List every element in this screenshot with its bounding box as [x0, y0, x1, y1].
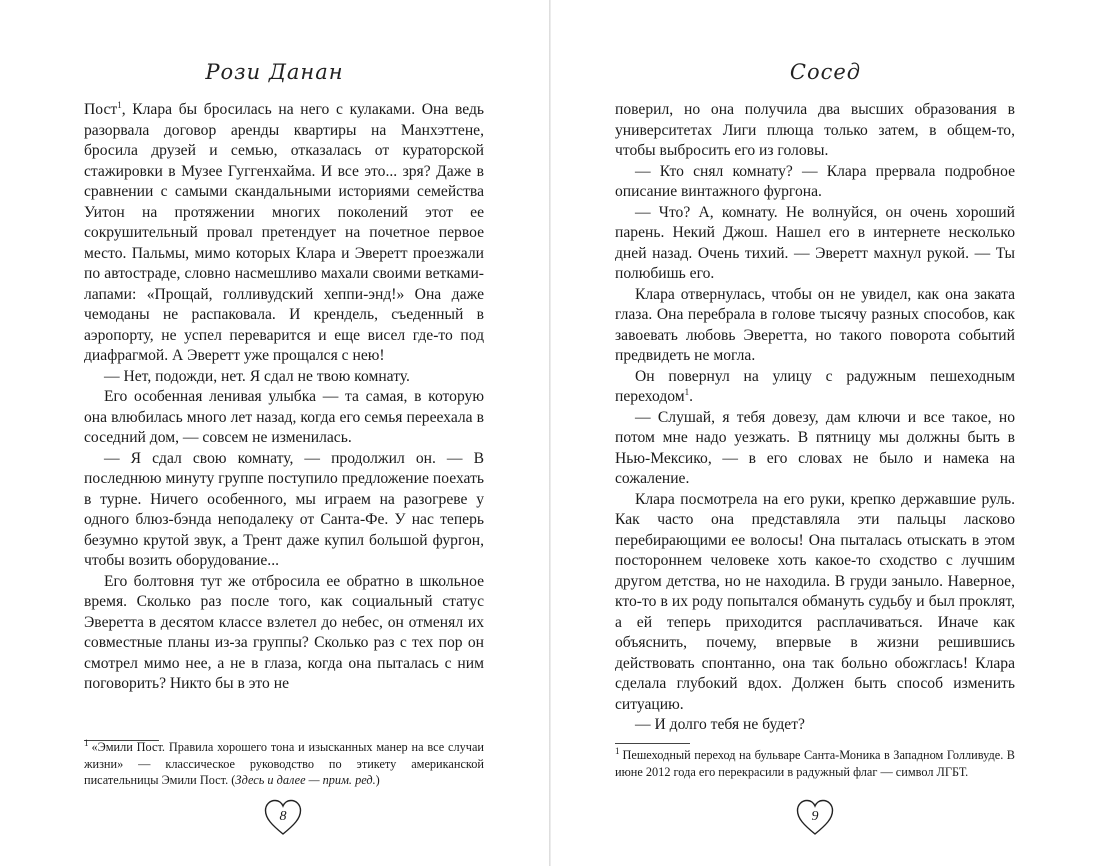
footnote-ref[interactable]: 1 [684, 386, 690, 397]
paragraph: — Нет, подожди, нет. Я сдал не твою комнату. [104, 367, 410, 385]
paragraph: — Я сдал свою комнату, — продолжил он. — В последнюю минуту группе поступило предложение поехать в турне. Ничего особенного, мы играем на разогреве у одного блюз-бэнда неподалеку от Санта-Фе. У нас теперь безумно крутой звук, а Трент даже купил большой фургон, чтобы возить оборудование... [84, 449, 484, 569]
paragraph: — И долго тебя не будет? [635, 716, 805, 733]
page-number: 9 [811, 809, 819, 824]
left-page [0, 0, 549, 866]
paragraph: — Кто снял комнату? — Клара прервала подробное описание винтажного фургона. [615, 162, 1015, 200]
paragraph: поверил, но она получила два высших образования в университетах Лиги плюща только затем, в общем-то, чтобы выбросить его из головы. [615, 101, 1015, 159]
running-head-title: Сосед [789, 60, 862, 84]
paragraph: — Что? А, комнату. Не волнуйся, он очень хороший парень. Некий Джош. Нашел его в интернете несколько дней назад. Очень тихий. — Эверетт махнул рукой. — Ты полюбишь его. [615, 203, 1015, 282]
footnote-mark: 1 [84, 737, 89, 748]
page-number-badge [795, 798, 835, 838]
footnote-mark: 1 [615, 745, 620, 756]
footnote-divider [615, 743, 690, 744]
paragraph: Пост$^1$, Клара бы бросилась на него с кулаками. Она ведь разорвала договор аренды квартиры на Манхэттене, бросила друзей и семью, отказалась от кураторской стажировки в Музее Гуггенхайма. И все это... зря? Даже в сравнении с самыми скандальными историями семейства Уитон на протяжении многих поколений этот ее сокрушительный провал претендует на почетное первое место. Пальмы, мимо которых Клара и Эверетт проезжали по автостраде, словно насмешливо махали своими ветками-лапами: «Прощай, голливудский хеппи-энд!» Она даже чемоданы не распаковала. И крендель, съеденный в аэропорту, не успел переварится и еще висел где-то под диафрагмой. А Эверетт уже прощался с нею! [84, 99, 484, 364]
left-page-body [84, 100, 484, 695]
page-number-badge [263, 798, 303, 838]
footnote-ref[interactable]: 1 [117, 99, 122, 110]
paragraph: Его болтовня тут же отбросила ее обратно в школьное время. Сколько раз после того, как социальный статус Эверетта в десятом классе взлетел до небес, он отменял их совместные планы из-за группы? Сколько раз с тех пор он смотрел мимо нее, а не в глаза, когда она пыталась с ним поговорить? Никто бы в это не [84, 572, 484, 692]
paragraph: Его особенная ленивая улыбка — та самая, в которую она влюбилась много лет назад, когда его семья переехала в соседний дом, — совсем не изменилась. [84, 388, 484, 446]
footnote: $^1$ «Эмили Пост. Правила хорошего тона и изысканных манер на все случаи жизни» — классическое руководство по этикету американской писательницы Эмили Пост. (Здесь и далее — прим. ред.) [84, 737, 484, 787]
paragraph: — Слушай, я тебя довезу, дам ключи и все такое, но потом мне надо уезжать. В пятницу мы должны быть в Нью-Мексико, — в его словах не было и намека на сожаление. [615, 408, 1015, 487]
footnote: $^1$ Пешеходный переход на бульваре Санта-Моника в Западном Голливуде. В июне 2012 года его перекрасили в радужный флаг — символ ЛГБТ. [615, 745, 1015, 779]
right-page-body [615, 100, 1015, 736]
right-page [551, 0, 1100, 866]
paragraph: Он повернул на улицу с радужным пешеходным переходом$^1$. [615, 367, 1015, 405]
paragraph: Клара посмотрела на его руки, крепко державшие руль. Как часто она представляла эти пальцы ласково перебирающими ее волосы! Она пыталась отыскать в этом постороннем человеке хоть какое-то сходство с лучшим другом детства, но не находила. В груди заныло. Наверное, кто-то в их роду попытался обмануть судьбу и был проклят, а ей теперь приходится расплачиваться. Иначе как объяснить, почему, впервые в жизни решившись действовать спонтанно, она так больно обожглась! Клара сделала глубокий вдох. Должен быть способ изменить ситуацию. [615, 490, 1015, 713]
page-number: 8 [279, 809, 287, 824]
paragraph: Клара отвернулась, чтобы он не увидел, как она заката глаза. Она перебрала в голове тысячу разных способов, как завоевать любовь Эверетта, но такого поворота событий предвидеть не могла. [615, 285, 1015, 364]
running-head-author: Рози Данан [205, 60, 344, 84]
